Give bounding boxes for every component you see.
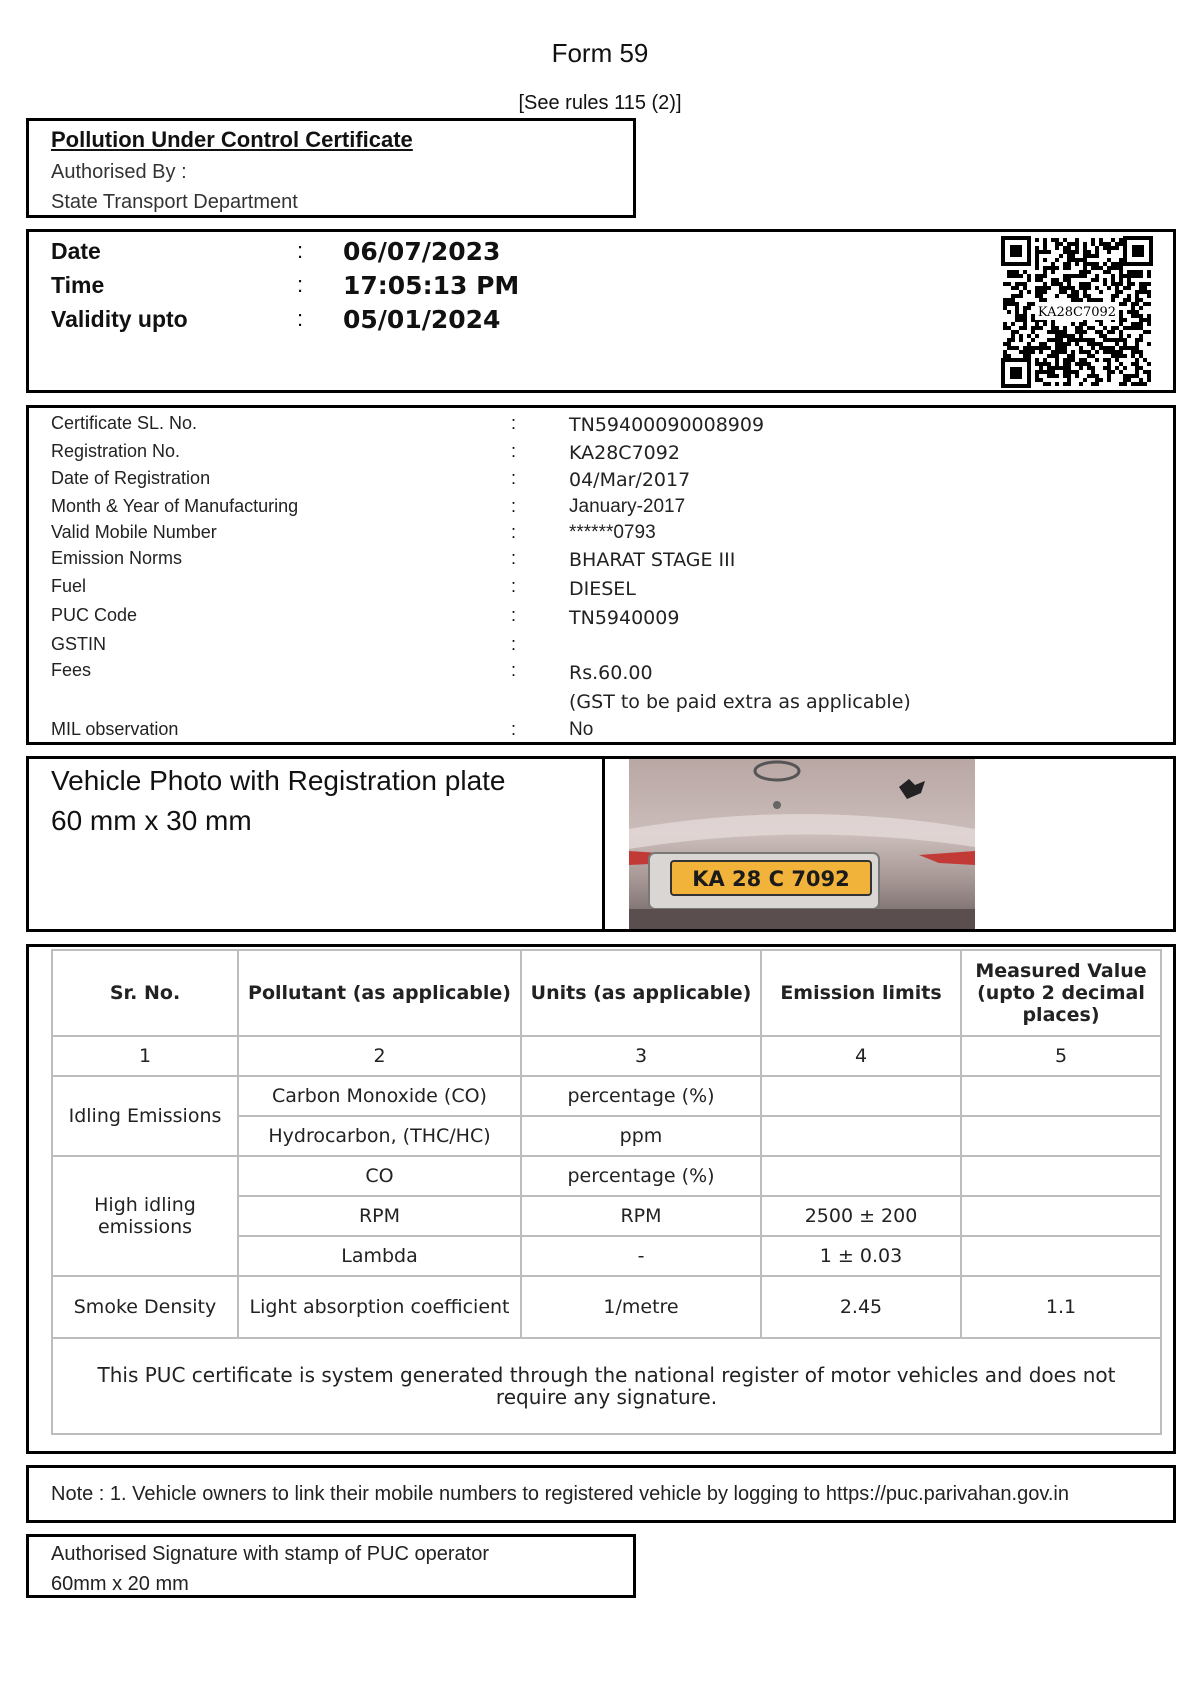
detail-separator: :: [511, 719, 517, 739]
units-cell: RPM: [521, 1196, 761, 1236]
time-separator: :: [297, 272, 304, 297]
validity-separator: :: [297, 306, 304, 331]
header-pollutant: Pollutant (as applicable): [238, 950, 521, 1036]
limit-cell: [761, 1116, 961, 1156]
detail-label: Date of Registration: [51, 468, 211, 488]
units-cell: -: [521, 1236, 761, 1276]
photo-size: 60 mm x 30 mm: [51, 805, 252, 836]
table-row: [52, 1156, 1161, 1196]
detail-label: Registration No.: [51, 441, 181, 461]
detail-label: Fuel: [51, 576, 87, 596]
vehicle-photo: [629, 759, 975, 929]
group-smoke-density: Smoke Density: [52, 1276, 238, 1338]
mobile-link-note: Note : 1. Vehicle owners to link their mobile numbers to registered vehicle by logging to https://puc.parivahan.gov.in: [51, 1483, 1069, 1505]
detail-separator: :: [511, 496, 517, 516]
limit-cell: 1 ± 0.03: [761, 1236, 961, 1276]
units-cell: ppm: [521, 1116, 761, 1156]
detail-label: Emission Norms: [51, 548, 183, 568]
header-measured-value: Measured Value (upto 2 decimal places): [961, 950, 1161, 1036]
fuel-type: DIESEL: [569, 578, 636, 600]
department-name: State Transport Department: [51, 191, 298, 213]
column-number: 2: [238, 1036, 521, 1076]
date-separator: :: [297, 238, 304, 263]
measured-cell: [961, 1156, 1161, 1196]
puc-code: TN5940009: [569, 607, 680, 629]
emission-table: [51, 949, 1162, 1435]
detail-separator: :: [511, 468, 517, 488]
signature-box: [26, 1534, 636, 1598]
measured-cell: [961, 1236, 1161, 1276]
pollutant-cell: RPM: [238, 1196, 521, 1236]
limit-cell: 2.45: [761, 1276, 961, 1338]
fees-gst-note: (GST to be paid extra as applicable): [569, 691, 911, 713]
date-label: Date: [51, 238, 101, 264]
detail-separator: :: [511, 548, 517, 568]
limit-cell: [761, 1076, 961, 1116]
certificate-number: TN59400090008909: [569, 414, 765, 436]
signature-size: 60mm x 20 mm: [51, 1573, 189, 1595]
date-value: 06/07/2023: [343, 237, 501, 266]
mobile-number: ******0793: [569, 522, 656, 543]
group-high-idling: High idling emissions: [52, 1156, 238, 1276]
pollutant-cell: Lambda: [238, 1236, 521, 1276]
units-cell: percentage (%): [521, 1156, 761, 1196]
photo-divider: [602, 759, 605, 929]
emission-norms: BHARAT STAGE III: [569, 549, 736, 571]
table-row: [52, 1276, 1161, 1338]
detail-label: Certificate SL. No.: [51, 413, 198, 433]
qr-code-icon: [999, 234, 1155, 390]
detail-separator: :: [511, 660, 517, 680]
authority-box: [26, 118, 636, 218]
detail-separator: :: [511, 522, 517, 542]
vehicle-photo-box: [26, 756, 1176, 932]
registration-date: 04/Mar/2017: [569, 469, 691, 491]
column-number: 4: [761, 1036, 961, 1076]
column-number: 5: [961, 1036, 1161, 1076]
date-time-box: [26, 229, 1176, 393]
certificate-title: Pollution Under Control Certificate: [51, 127, 413, 152]
fees-value: Rs.60.00: [569, 662, 653, 684]
measured-cell: [961, 1076, 1161, 1116]
registration-number: KA28C7092: [569, 442, 680, 464]
header-sr-no: Sr. No.: [52, 950, 238, 1036]
column-number: 1: [52, 1036, 238, 1076]
vehicle-details-box: [26, 405, 1176, 745]
measured-cell: 1.1: [961, 1276, 1161, 1338]
rules-reference: [See rules 115 (2)]: [518, 92, 682, 114]
detail-label: GSTIN: [51, 634, 107, 654]
detail-separator: :: [511, 413, 517, 433]
measured-cell: [961, 1116, 1161, 1156]
limit-cell: 2500 ± 200: [761, 1196, 961, 1236]
table-footer-row: [52, 1338, 1161, 1434]
validity-label: Validity upto: [51, 306, 188, 332]
system-generated-note: This PUC certificate is system generated through the national register of motor vehicles and does not require any signature.: [52, 1338, 1161, 1434]
detail-separator: :: [511, 605, 517, 625]
pollutant-cell: CO: [238, 1156, 521, 1196]
qr-caption: KA28C7092: [1037, 305, 1117, 320]
units-cell: 1/metre: [521, 1276, 761, 1338]
detail-separator: :: [511, 576, 517, 596]
units-cell: percentage (%): [521, 1076, 761, 1116]
plate-number: KA 28 C 7092: [692, 867, 850, 891]
table-row: [52, 1036, 1161, 1076]
header-units: Units (as applicable): [521, 950, 761, 1036]
mil-observation: No: [569, 719, 594, 740]
emission-table-box: [26, 944, 1176, 1454]
limit-cell: [761, 1156, 961, 1196]
manufacturing-date: January-2017: [569, 496, 686, 517]
group-idling: Idling Emissions: [52, 1076, 238, 1156]
measured-cell: [961, 1196, 1161, 1236]
time-value: 17:05:13 PM: [343, 271, 520, 300]
signature-label: Authorised Signature with stamp of PUC operator: [51, 1543, 489, 1565]
detail-label: PUC Code: [51, 605, 138, 625]
note-box: [26, 1465, 1176, 1523]
detail-label: Month & Year of Manufacturing: [51, 496, 299, 516]
pollutant-cell: Carbon Monoxide (CO): [238, 1076, 521, 1116]
table-row: [52, 1076, 1161, 1116]
header-emission-limits: Emission limits: [761, 950, 961, 1036]
pollutant-cell: Hydrocarbon, (THC/HC): [238, 1116, 521, 1156]
pollutant-cell: Light absorption coefficient: [238, 1276, 521, 1338]
photo-title: Vehicle Photo with Registration plate: [51, 765, 506, 796]
detail-separator: :: [511, 634, 517, 654]
detail-separator: :: [511, 441, 517, 461]
table-header-row: [52, 950, 1161, 1036]
form-title: Form 59: [551, 38, 649, 68]
detail-label: Valid Mobile Number: [51, 522, 217, 542]
detail-label: MIL observation: [51, 719, 179, 739]
column-number: 3: [521, 1036, 761, 1076]
time-label: Time: [51, 272, 105, 298]
detail-label: Fees: [51, 660, 92, 680]
authorised-by-label: Authorised By :: [51, 161, 187, 183]
validity-value: 05/01/2024: [343, 305, 501, 334]
